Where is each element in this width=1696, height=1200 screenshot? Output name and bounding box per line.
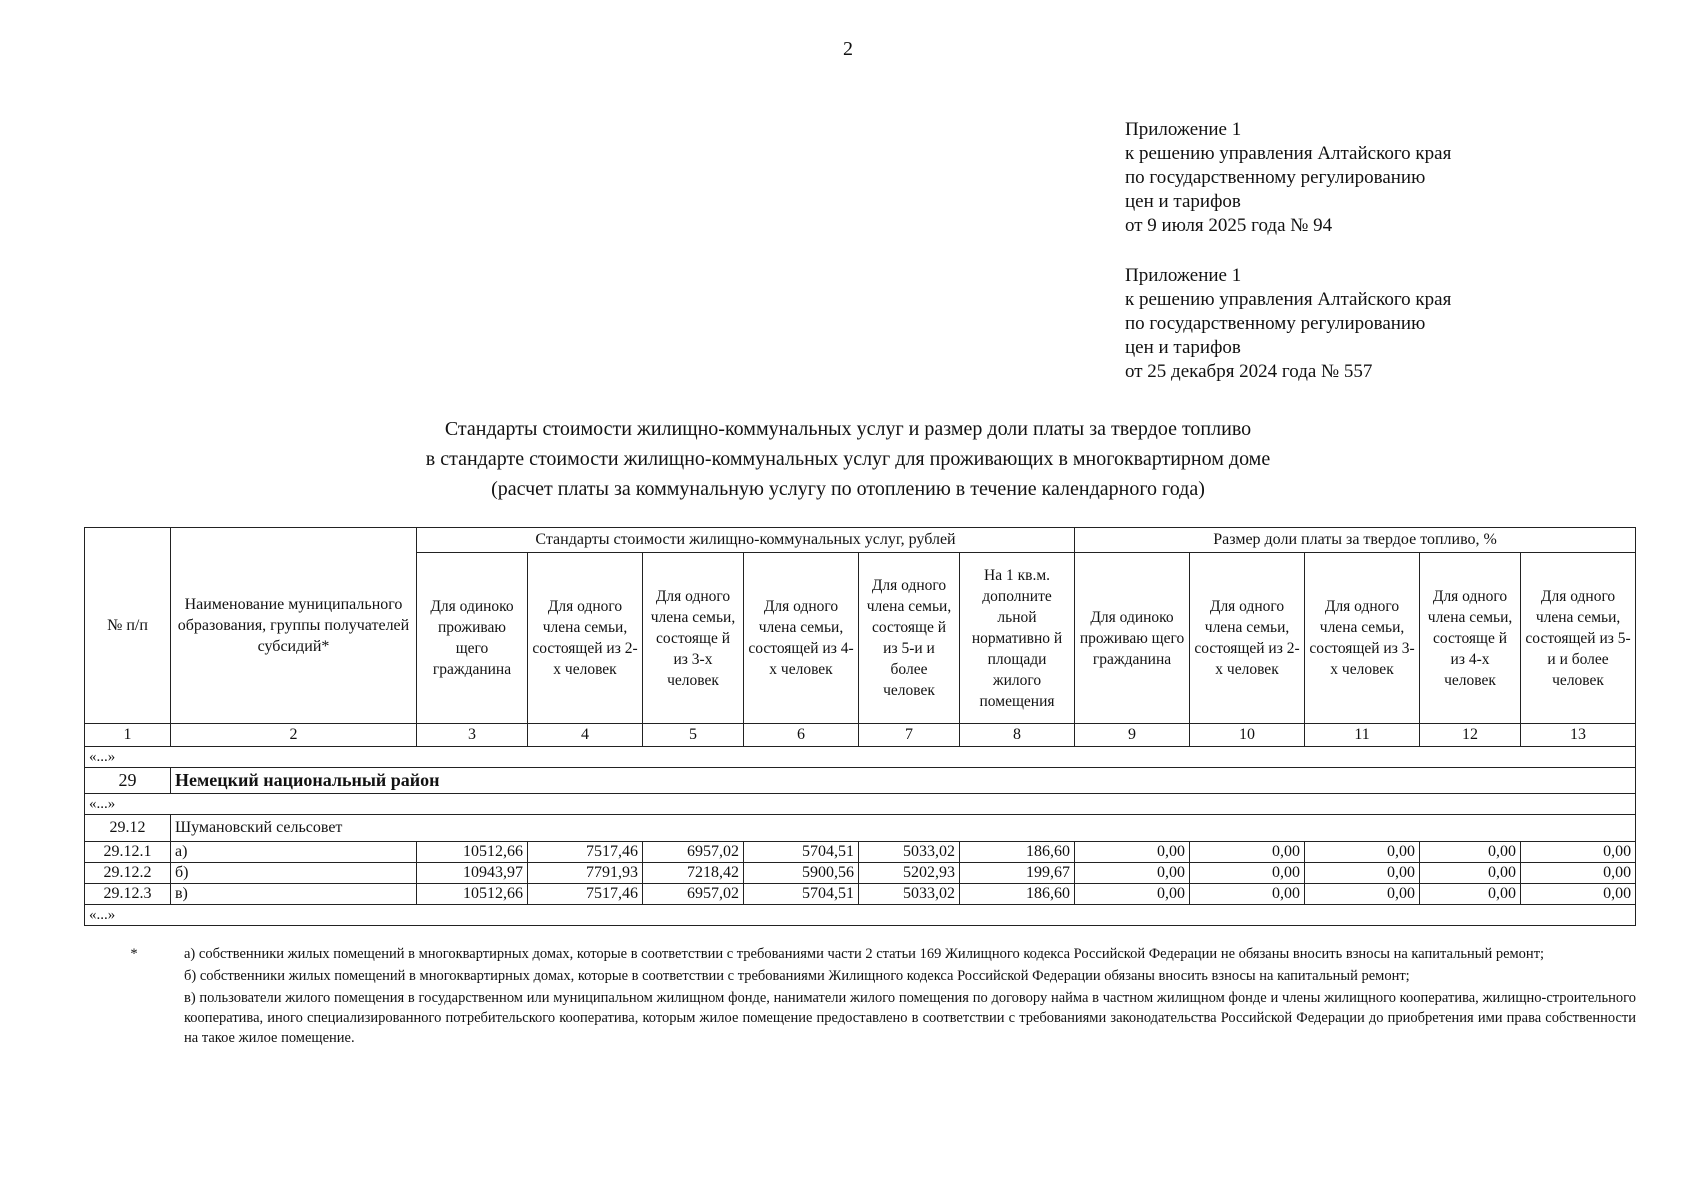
ellipsis-row — [85, 794, 1636, 815]
cell-value: 0,00 — [1190, 842, 1305, 863]
column-number: 4 — [528, 724, 643, 747]
footnote-text: б) собственники жилых помещений в многоквартирных домах, которые в соответствии с требованиями Жилищного кодекса Российской Федерации обязаны вносить взносы на капитальный ремонт; — [184, 968, 1410, 984]
column-number: 2 — [171, 724, 417, 747]
cell-value: 7517,46 — [528, 884, 643, 905]
cell-value: 5033,02 — [859, 842, 960, 863]
cell-value: 7791,93 — [528, 863, 643, 884]
row-number: 29.12.3 — [85, 884, 171, 905]
footnote-text: а) собственники жилых помещений в многоквартирных домах, которые в соответствии с требованиями части 2 статьи 169 Жилищного кодекса Российской Федерации не обязаны вносить взносы на капитальный ремонт; — [184, 946, 1545, 962]
header-group-standards: Стандарты стоимости жилищно-коммунальных услуг, рублей — [417, 528, 1075, 553]
cell-value: 10943,97 — [417, 863, 528, 884]
column-number: 8 — [960, 724, 1075, 747]
cell-value: 0,00 — [1420, 842, 1521, 863]
table-row — [85, 884, 1636, 905]
column-number: 1 — [85, 724, 171, 747]
cell-value: 186,60 — [960, 884, 1075, 905]
table-row — [85, 863, 1636, 884]
header-municipality: Наименование муниципального образования, группы получателей субсидий* — [171, 528, 417, 724]
footnote-text: в) пользователи жилого помещения в государственном или муниципальном жилищном фонде, наниматели жилого помещения по договору найма в частном жилищном фонде и члены жилищного кооператива, жилищно-строительного кооператива, иного специализированного потребительского кооператива, которым жилое помещение предоставлено в соответствии с требованиями законодательства Российской Федерации до приобретения ими права собственности на такое жилое помещение. — [184, 990, 1636, 1046]
column-number: 9 — [1075, 724, 1190, 747]
column-number: 7 — [859, 724, 960, 747]
appendix-line: по государственному регулированию — [1125, 167, 1426, 188]
cell-value: 10512,66 — [417, 884, 528, 905]
cell-value: 0,00 — [1075, 842, 1190, 863]
footnote — [84, 944, 1636, 1050]
header-col-9: Для одиноко проживаю щего гражданина — [1075, 553, 1190, 724]
appendix-line: Приложение 1 — [1125, 265, 1242, 286]
cell-value: 199,67 — [960, 863, 1075, 884]
header-col-10: Для одного члена семьи, состоящей из 2-х человек — [1190, 553, 1305, 724]
standards-table — [84, 527, 1636, 926]
header-col-6: Для одного члена семьи, состоящей из 4-х человек — [744, 553, 859, 724]
footnote-mark: * — [130, 946, 138, 962]
row-number: 29.12.2 — [85, 863, 171, 884]
cell-value: 5033,02 — [859, 884, 960, 905]
cell-value: 186,60 — [960, 842, 1075, 863]
page-number: 2 — [843, 38, 853, 60]
cell-value: 0,00 — [1521, 884, 1636, 905]
ellipsis: «...» — [85, 905, 1636, 926]
footnote-item — [84, 966, 1636, 986]
ellipsis: «...» — [85, 747, 1636, 768]
header-col-13: Для одного члена семьи, состоящей из 5-и и более человек — [1521, 553, 1636, 724]
column-number: 3 — [417, 724, 528, 747]
settlement-row — [85, 815, 1636, 842]
column-number-row — [85, 724, 1636, 747]
ellipsis: «...» — [85, 794, 1636, 815]
cell-value: 0,00 — [1075, 863, 1190, 884]
appendix-line: цен и тарифов — [1125, 337, 1241, 358]
title-line: в стандарте стоимости жилищно-коммунальных услуг для проживающих в многоквартирном доме — [425, 448, 1271, 470]
appendix-line: от 25 декабря 2024 года № 557 — [1125, 361, 1373, 382]
cell-value: 0,00 — [1305, 842, 1420, 863]
cell-value: 6957,02 — [643, 842, 744, 863]
header-group-share: Размер доли платы за твердое топливо, % — [1075, 528, 1636, 553]
cell-value: 6957,02 — [643, 884, 744, 905]
cell-value: 0,00 — [1190, 884, 1305, 905]
column-number: 5 — [643, 724, 744, 747]
cell-value: 0,00 — [1190, 863, 1305, 884]
cell-value: 7218,42 — [643, 863, 744, 884]
appendix-line: Приложение 1 — [1125, 119, 1242, 140]
header-col-3: Для одиноко проживаю щего гражданина — [417, 553, 528, 724]
appendix-line: цен и тарифов — [1125, 191, 1241, 212]
district-row — [85, 768, 1636, 794]
settlement-number: 29.12 — [85, 815, 171, 842]
column-number: 11 — [1305, 724, 1420, 747]
ellipsis-row — [85, 747, 1636, 768]
column-number: 13 — [1521, 724, 1636, 747]
appendix-line: к решению управления Алтайского края — [1125, 289, 1452, 310]
table-row — [85, 842, 1636, 863]
footnote-item — [84, 988, 1636, 1048]
appendix-line: от 9 июля 2025 года № 94 — [1125, 215, 1333, 236]
row-group: в) — [171, 884, 417, 905]
header-col-4: Для одного члена семьи, состоящей из 2-х человек — [528, 553, 643, 724]
title-line: (расчет платы за коммунальную услугу по отоплению в течение календарного года) — [491, 478, 1205, 500]
row-number: 29.12.1 — [85, 842, 171, 863]
cell-value: 0,00 — [1420, 863, 1521, 884]
header-col-5: Для одного члена семьи, состояще й из 3-х человек — [643, 553, 744, 724]
cell-value: 0,00 — [1420, 884, 1521, 905]
cell-value: 5202,93 — [859, 863, 960, 884]
appendix-previous — [1125, 264, 1451, 384]
cell-value: 5704,51 — [744, 842, 859, 863]
document-title — [0, 414, 1696, 504]
cell-value: 5900,56 — [744, 863, 859, 884]
column-number: 6 — [744, 724, 859, 747]
appendix-current — [1125, 118, 1451, 238]
column-number: 10 — [1190, 724, 1305, 747]
cell-value: 10512,66 — [417, 842, 528, 863]
settlement-name: Шумановский сельсовет — [171, 815, 1636, 842]
district-number: 29 — [85, 768, 171, 794]
header-col-11: Для одного члена семьи, состоящей из 3-х человек — [1305, 553, 1420, 724]
header-number: № п/п — [85, 528, 171, 724]
cell-value: 0,00 — [1521, 863, 1636, 884]
row-group: б) — [171, 863, 417, 884]
footnote-item — [84, 944, 1636, 964]
cell-value: 7517,46 — [528, 842, 643, 863]
appendix-line: к решению управления Алтайского края — [1125, 143, 1452, 164]
ellipsis-row — [85, 905, 1636, 926]
district-name: Немецкий национальный район — [171, 768, 1636, 794]
header-col-8: На 1 кв.м. дополните льной нормативно й площади жилого помещения — [960, 553, 1075, 724]
header-col-7: Для одного члена семьи, состояще й из 5-и и более человек — [859, 553, 960, 724]
row-group: а) — [171, 842, 417, 863]
appendix-line: по государственному регулированию — [1125, 313, 1426, 334]
cell-value: 0,00 — [1305, 863, 1420, 884]
column-number: 12 — [1420, 724, 1521, 747]
cell-value: 0,00 — [1521, 842, 1636, 863]
cell-value: 0,00 — [1075, 884, 1190, 905]
title-line: Стандарты стоимости жилищно-коммунальных услуг и размер доли платы за твердое топливо — [444, 418, 1252, 440]
cell-value: 0,00 — [1305, 884, 1420, 905]
cell-value: 5704,51 — [744, 884, 859, 905]
header-col-12: Для одного члена семьи, состояще й из 4-х человек — [1420, 553, 1521, 724]
